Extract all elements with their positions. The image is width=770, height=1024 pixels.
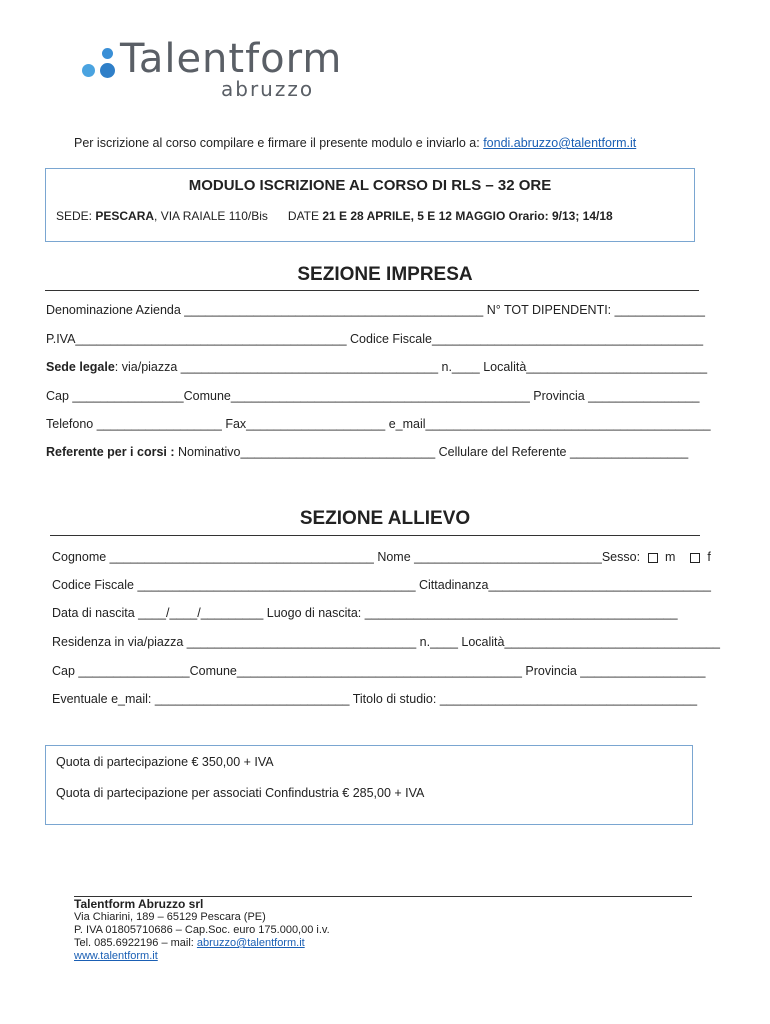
talentform-logo [80,36,360,104]
allievo-codice-fiscale-field[interactable]: Codice Fiscale ________________________________________ Cittadinanza________________________________ [52,578,711,592]
footer-piva: P. IVA 01805710686 – Cap.Soc. euro 175.000,00 i.v. [74,924,330,936]
impresa-sede-field[interactable] [46,360,707,374]
impresa-telefono-field[interactable]: Telefono __________________ Fax____________________ e_mail_________________________________________ [46,417,711,431]
quota-line-1: Quota di partecipazione € 350,00 + IVA [56,755,274,769]
allievo-residenza-field[interactable]: Residenza in via/piazza _________________________________ n.____ Località_______________________________ [52,635,720,649]
section-impresa-title: SEZIONE IMPRESA [297,264,473,285]
allievo-data-nascita-field[interactable]: Data di nascita ____/____/_________ Luogo di nascita: _____________________________________________ [52,606,678,620]
section-allievo-title: SEZIONE ALLIEVO [299,508,471,529]
date-value: 21 E 28 APRILE, 5 E 12 MAGGIO Orario: 9/13; 14/18 [322,209,613,223]
quota-box [45,745,693,825]
logo-brand: Talentform [120,36,343,82]
footer-company: Talentform Abruzzo srl [74,897,204,911]
sede-label: SEDE: [56,209,96,223]
footer-tel: Tel. 085.6922196 – mail: [74,937,197,949]
logo-dots-icon [80,48,120,84]
allievo-cap-field[interactable]: Cap ________________Comune_________________________________________ Provincia __________________ [52,664,706,678]
allievo-email-field[interactable]: Eventuale e_mail: ____________________________ Titolo di studio: _____________________________________ [52,692,698,706]
allievo-divider [50,535,700,536]
impresa-referente-field[interactable] [46,445,688,459]
sesso-f-label: f [707,550,711,564]
footer-web-link[interactable]: www.talentform.it [74,950,158,962]
allievo-cognome-field[interactable] [52,550,711,564]
cognome-nome-label: Cognome ______________________________________ Nome ___________________________Sesso: [52,550,641,564]
date-label: DATE [287,209,323,223]
course-details [56,209,613,223]
footer [74,898,330,963]
instructions-email-link[interactable]: fondi.abruzzo@talentform.it [483,136,637,150]
sesso-m-label: m [665,550,676,564]
sede-city: PESCARA [95,209,155,223]
impresa-piva-field[interactable]: P.IVA_______________________________________ Codice Fiscale_______________________________________ [46,332,704,346]
logo-sub: abruzzo [221,77,315,101]
instructions [74,136,636,150]
sesso-m-checkbox[interactable] [648,553,658,563]
sesso-f-checkbox[interactable] [690,553,700,563]
footer-contacts [74,937,330,950]
sede-address: , VIA RAIALE 110/Bis [154,209,268,223]
referente-rest: Nominativo____________________________ Cellulare del Referente _________________ [174,445,689,459]
referente-label: Referente per i corsi : [46,445,175,459]
quota-line-2: Quota di partecipazione per associati Confindustria € 285,00 + IVA [56,786,425,800]
sede-legale-label: Sede legale [46,360,115,374]
course-title: MODULO ISCRIZIONE AL CORSO DI RLS – 32 ORE [188,177,552,194]
footer-address: Via Chiarini, 189 – 65129 Pescara (PE) [74,911,266,923]
instructions-text: Per iscrizione al corso compilare e firmare il presente modulo e inviarlo a: [74,136,484,150]
sede-legale-rest: : via/piazza _____________________________________ n.____ Località__________________________ [114,360,708,374]
course-box [45,168,695,242]
impresa-denominazione-field[interactable]: Denominazione Azienda ___________________________________________ N° TOT DIPENDENTI: _____________ [46,303,706,317]
impresa-cap-field[interactable]: Cap ________________Comune___________________________________________ Provincia ________________ [46,389,700,403]
impresa-divider [45,290,699,291]
footer-mail-link[interactable]: abruzzo@talentform.it [196,937,305,949]
